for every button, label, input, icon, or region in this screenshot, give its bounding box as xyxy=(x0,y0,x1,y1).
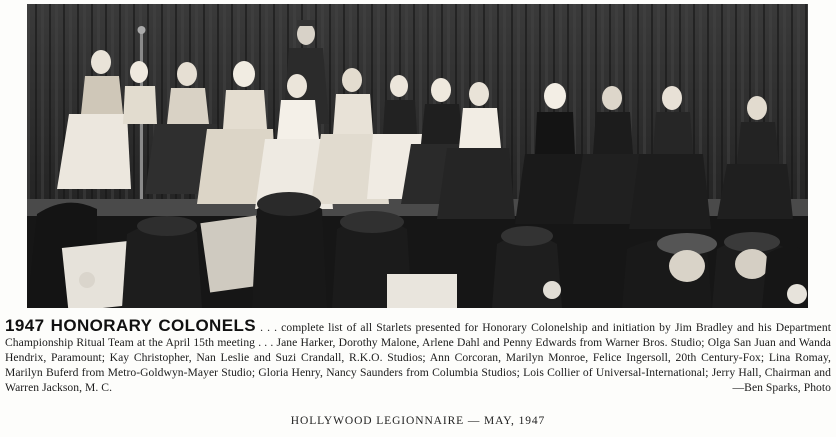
caption-headline: 1947 HONORARY COLONELS xyxy=(5,316,257,335)
photo-caption xyxy=(5,318,831,395)
photo-credit: —Ben Sparks, Photo xyxy=(732,381,831,394)
photograph-image xyxy=(27,4,808,308)
caption-body: . . . complete list of all Starlets presented for Honorary Colonelship and initiation by Jim Bradley and his Department Championship Ritual Team at the April 15th meeting . . . Jane Harker, Dorothy Malone, Arlene Dahl and Penny Edwards from Warner Bros. Studio; Olga San Juan and Wanda Hendrix, Paramount; Kay Christopher, Nan Leslie and Suzi Crandall, R.K.O. Studios; Ann Corcoran, Marilyn Monroe, Felice Ingersoll, 20th Century-Fox; Lina Romay, Marilyn Buferd from Metro-Goldwyn-Mayer Studio; Gloria Henry, Nancy Saunders from Columbia Studios; Lois Collier of Universal-International; Jerry Hall, Chairman and Warren Jackson, M. C. xyxy=(5,321,832,394)
group-photograph xyxy=(27,4,808,308)
publication-footer: HOLLYWOOD LEGIONNAIRE — MAY, 1947 xyxy=(290,415,546,427)
